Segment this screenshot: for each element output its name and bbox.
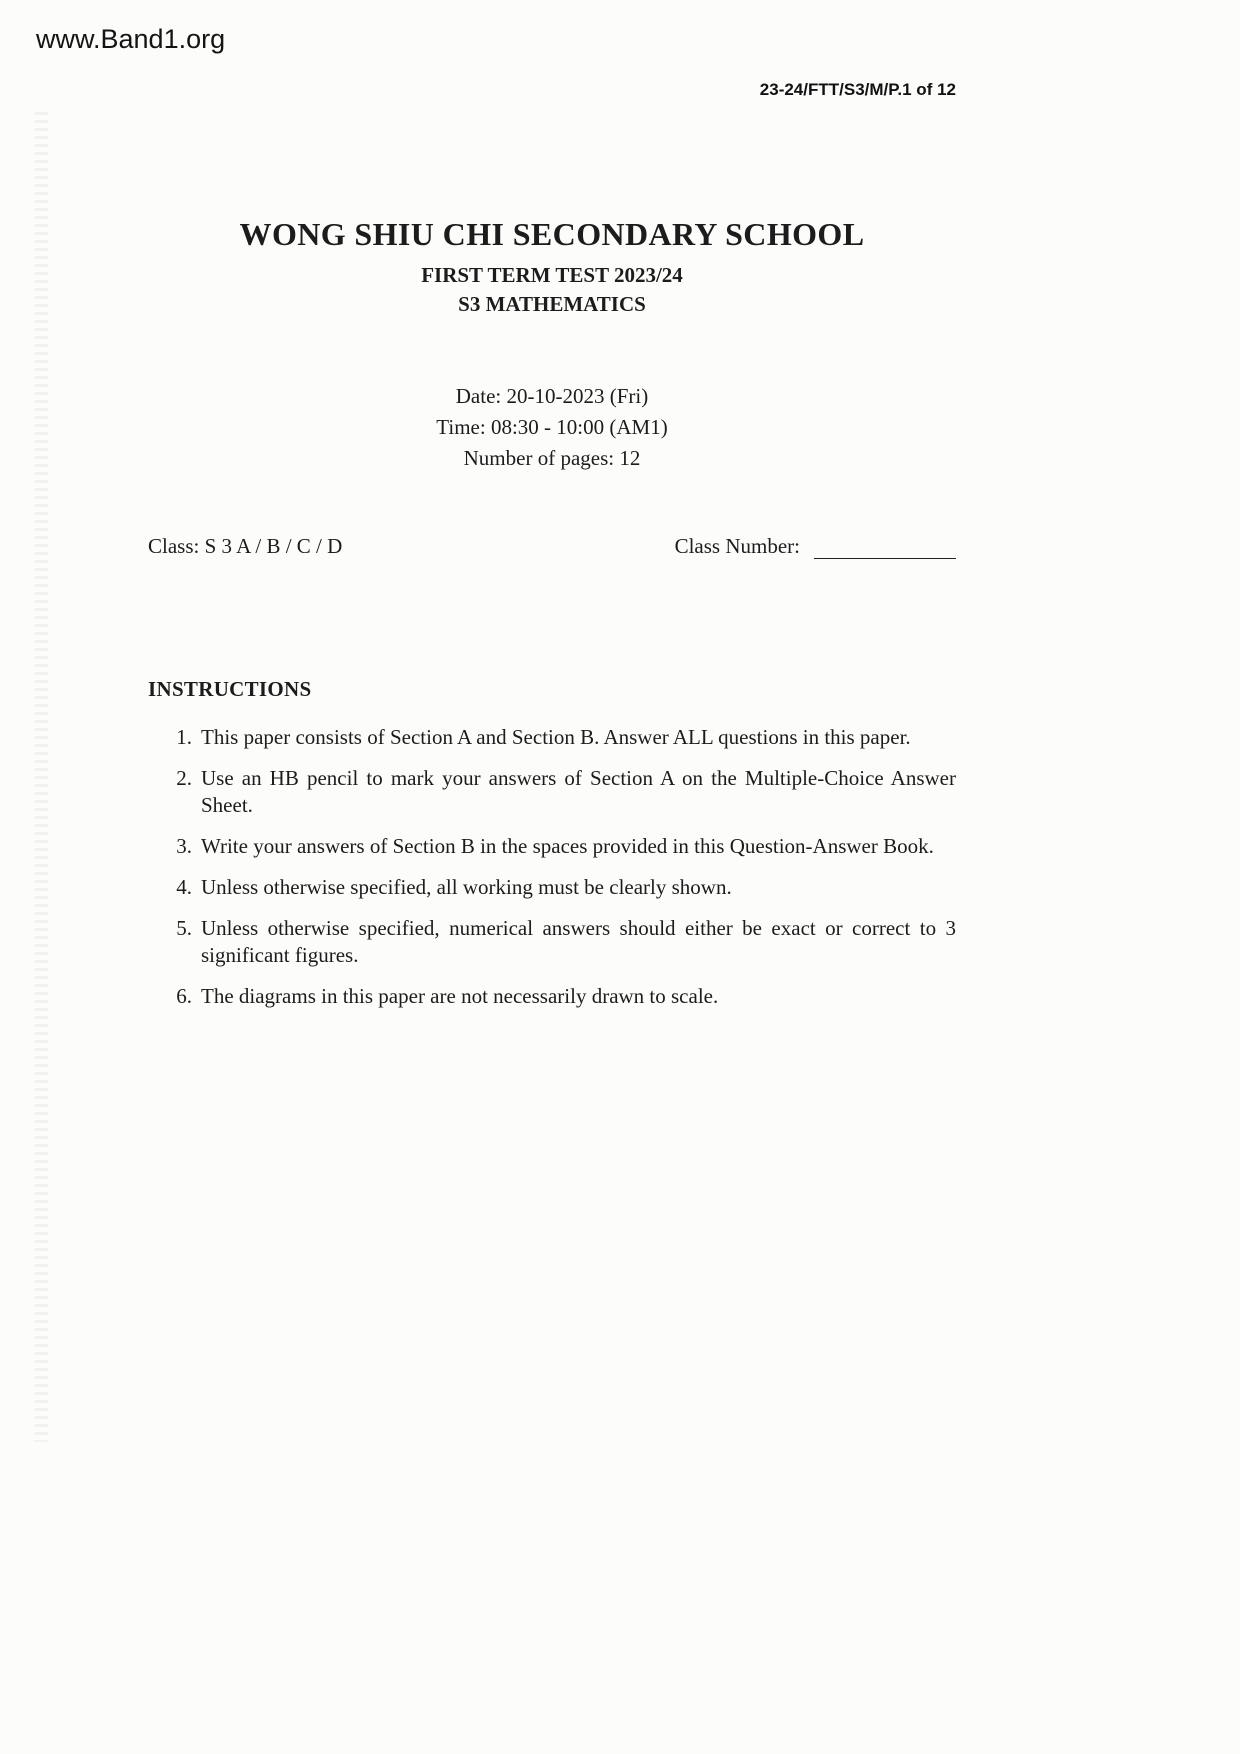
instruction-text: The diagrams in this paper are not necessarily drawn to scale. [201, 984, 719, 1008]
instruction-text: Use an HB pencil to mark your answers of Section A on the Multiple-Choice Answer Sheet. [201, 766, 956, 817]
instruction-number: 5. [176, 916, 192, 940]
pages-label: Number of pages: [463, 446, 615, 470]
page-reference: 23-24/FTT/S3/M/P.1 of 12 [759, 80, 956, 99]
watermark-text: www.Band1.org [36, 24, 226, 54]
school-name: WONG SHIU CHI SECONDARY SCHOOL [239, 216, 865, 252]
class-label: Class: [148, 534, 200, 558]
class-number-label: Class Number: [674, 534, 800, 558]
time-value: 08:30 - 10:00 (AM1) [490, 415, 668, 439]
date-line [148, 381, 956, 412]
instruction-number: 3. [176, 834, 192, 858]
date-label: Date: [455, 384, 502, 408]
instruction-item [148, 874, 956, 901]
scan-noise-artifact [34, 112, 48, 1442]
time-line [148, 412, 956, 443]
exam-details [148, 381, 956, 474]
instructions-section [148, 677, 956, 1010]
title-block [148, 216, 956, 317]
instruction-text: Write your answers of Section B in the spaces provided in this Question-Answer Book. [201, 834, 934, 858]
instruction-text: Unless otherwise specified, all working must be clearly shown. [201, 875, 732, 899]
instruction-number: 6. [176, 984, 192, 1008]
instruction-item [148, 765, 956, 819]
instruction-text: This paper consists of Section A and Section B. Answer ALL questions in this paper. [201, 725, 911, 749]
instruction-item [148, 983, 956, 1010]
instruction-item [148, 833, 956, 860]
time-label: Time: [436, 415, 486, 439]
subject-title: S3 MATHEMATICS [458, 292, 646, 316]
instruction-item [148, 724, 956, 751]
instruction-number: 2. [176, 766, 192, 790]
pages-value: 12 [619, 446, 641, 470]
class-row [148, 534, 956, 559]
instruction-text: Unless otherwise specified, numerical answers should either be exact or correct to 3 significant figures. [201, 916, 956, 967]
class-group [148, 534, 342, 559]
page-content [148, 0, 956, 1024]
instruction-number: 4. [176, 875, 192, 899]
instruction-number: 1. [176, 725, 192, 749]
instruction-item [148, 915, 956, 969]
instructions-heading: INSTRUCTIONS [148, 677, 312, 701]
date-value: 20-10-2023 (Fri) [506, 384, 649, 408]
test-title: FIRST TERM TEST 2023/24 [421, 263, 683, 287]
class-number-blank-line [814, 538, 956, 559]
class-number-group [675, 534, 956, 559]
pages-line [148, 443, 956, 474]
class-value: S 3 A / B / C / D [204, 534, 343, 558]
instructions-list [148, 724, 956, 1010]
